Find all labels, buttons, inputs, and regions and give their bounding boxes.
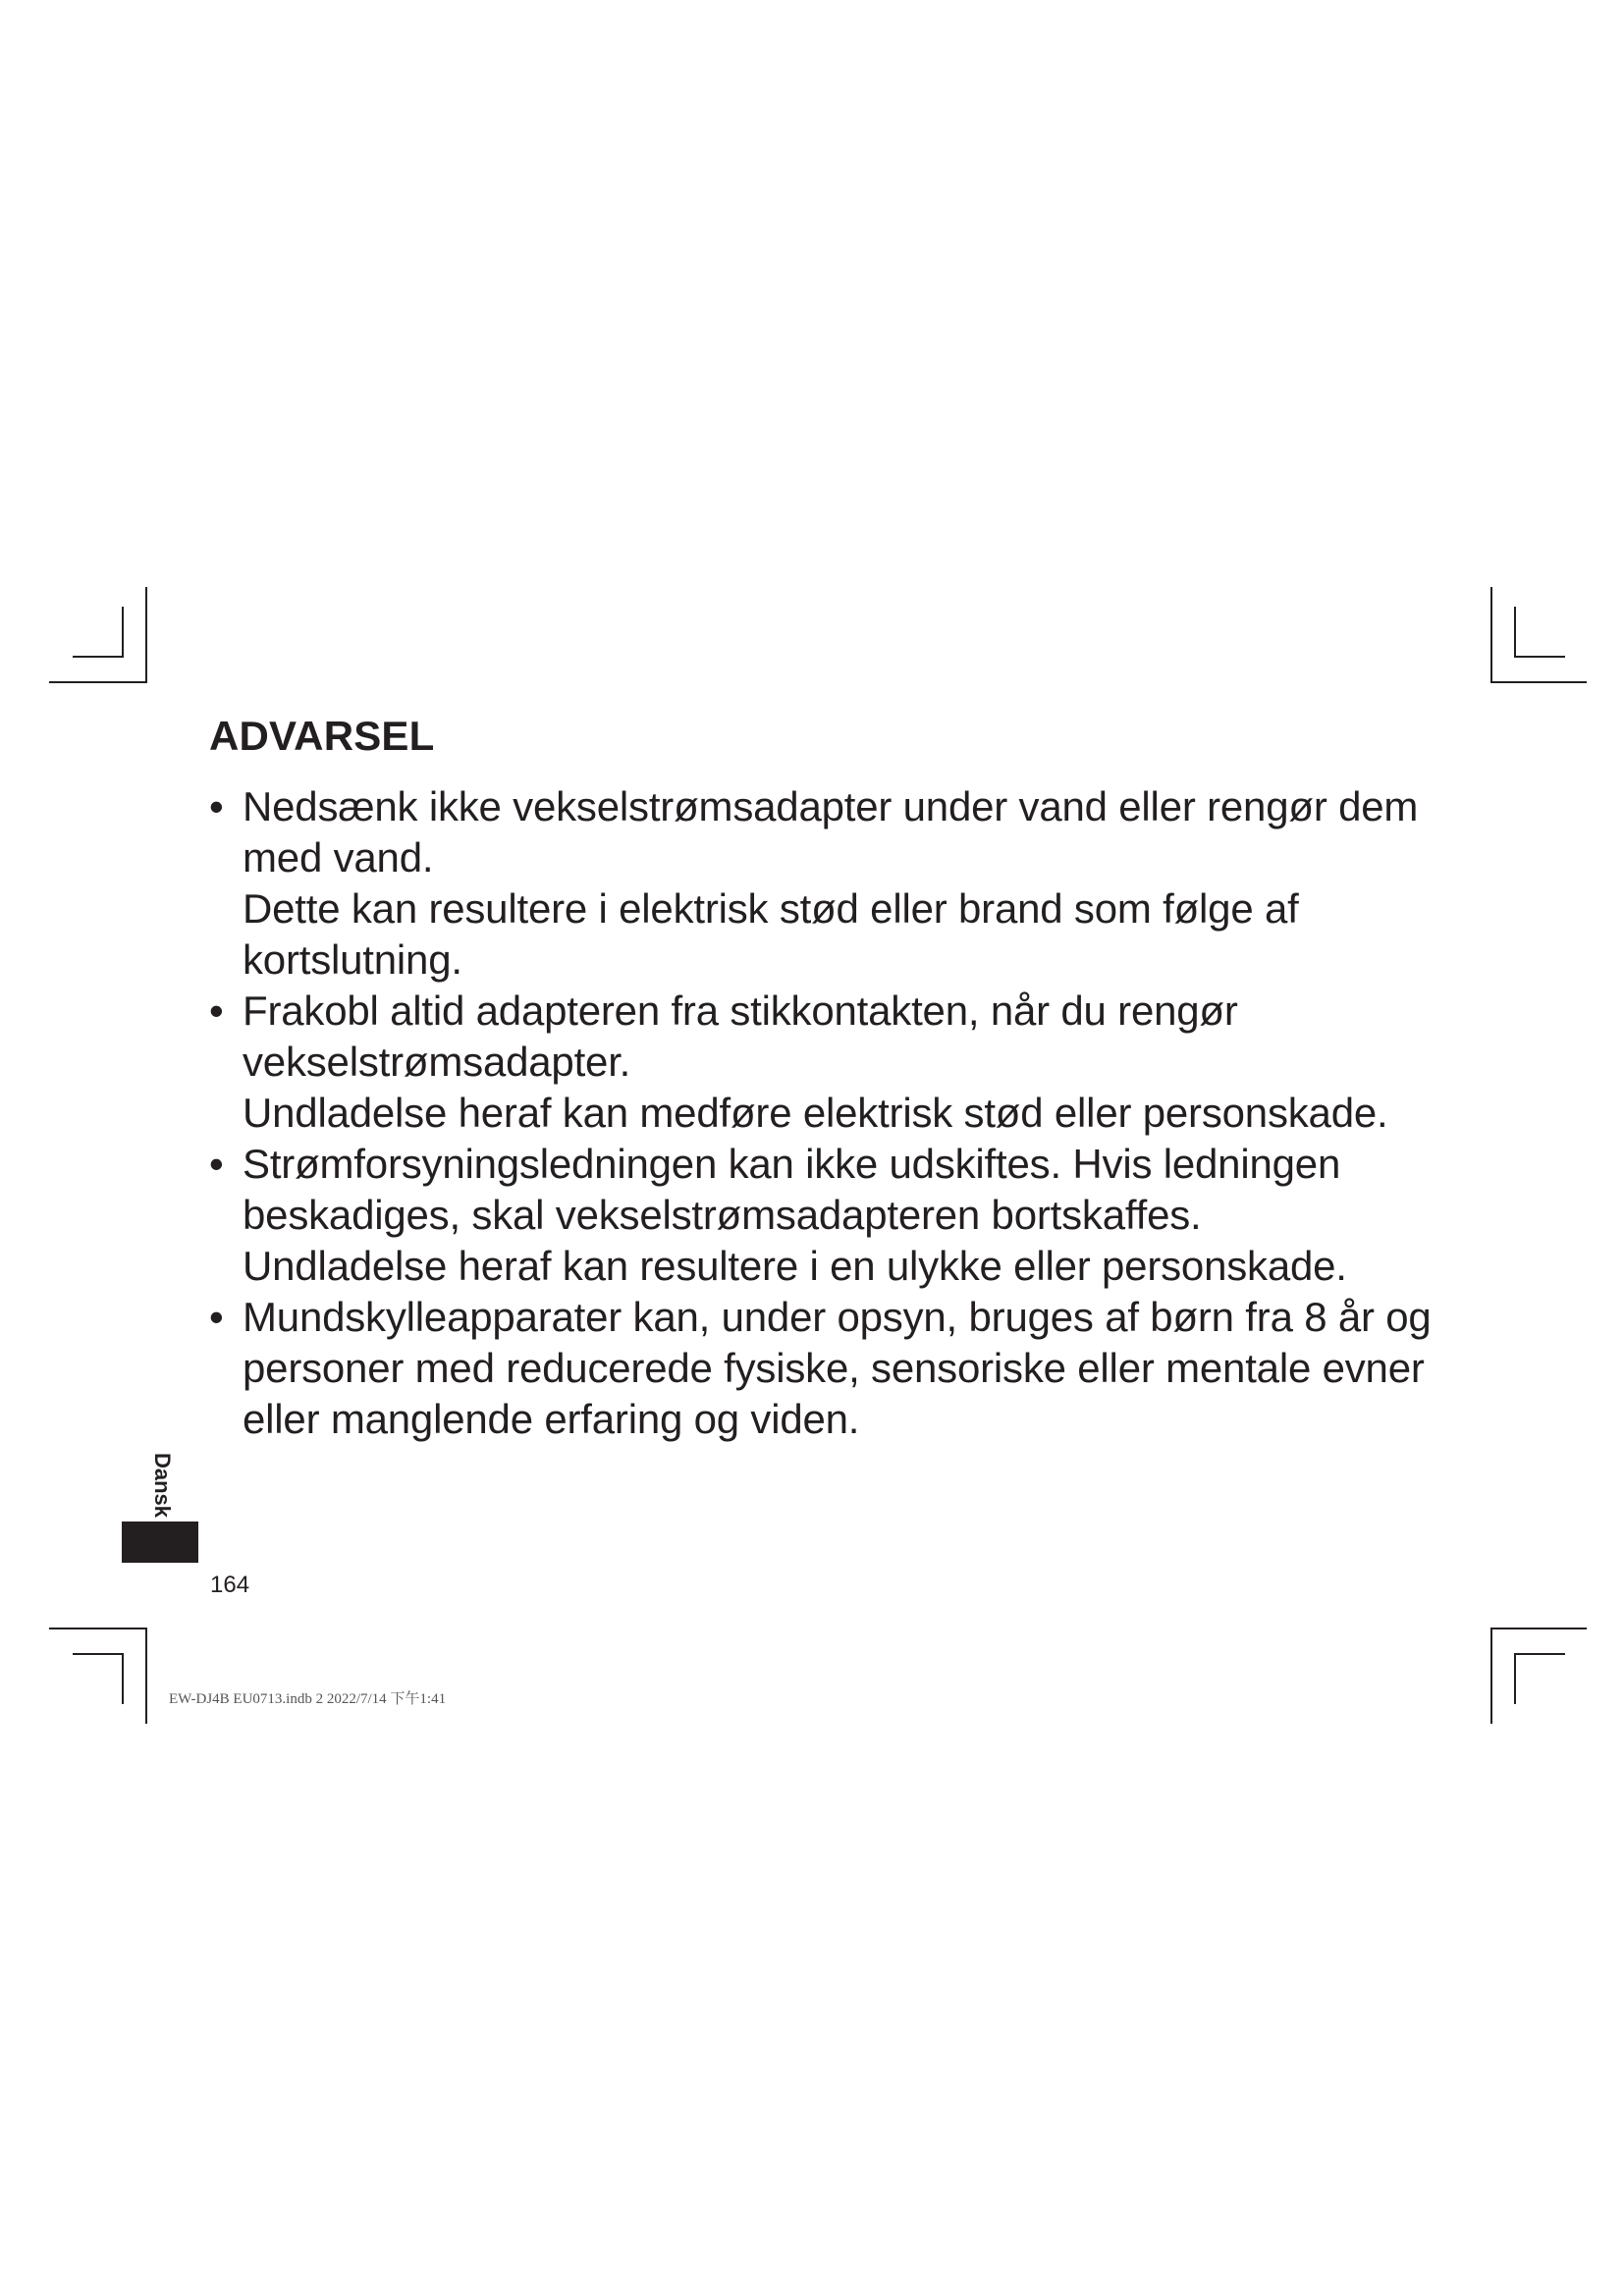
warning-item [209,781,1486,986]
warning-text: Strømforsyningsledningen kan ikke udskiftes. Hvis ledningen beskadiges, skal vekselstrømsadapteren bortskaffes. [243,1141,1341,1238]
page-title: ADVARSEL [209,713,435,759]
warning-consequence: Undladelse heraf kan medføre elektrisk stød eller personskade. [243,1090,1388,1136]
warning-section [209,713,1486,1445]
crop-mark-top-left-horizontal [49,681,145,683]
print-slug: EW-DJ4B EU0713.indb 2 2022/7/14 下午1:41 [169,1691,447,1707]
crop-mark-bottom-right-horizontal [1490,1628,1587,1629]
crop-mark-bottom-left-trim-vertical [122,1653,124,1704]
warning-consequence: Undladelse heraf kan resultere i en ulykke eller personskade. [243,1243,1347,1289]
crop-mark-top-right-trim-horizontal [1514,656,1565,658]
crop-mark-bottom-right-trim-horizontal [1514,1653,1565,1655]
language-label: Dansk [150,1453,175,1519]
crop-mark-top-left-trim-horizontal [73,656,124,658]
warning-text: Frakobl altid adapteren fra stikkontakten, når du rengør vekselstrømsadapter. [243,988,1238,1085]
bullet-icon: • [209,988,224,1034]
bullet-icon: • [209,783,224,829]
warning-item [209,1139,1486,1292]
crop-mark-top-right-horizontal [1490,681,1587,683]
language-tab-marker [122,1522,198,1563]
crop-mark-top-right-vertical [1490,587,1492,683]
warning-consequence: Dette kan resultere i elektrisk stød eller brand som følge af kortslutning. [243,885,1299,983]
crop-mark-bottom-left-horizontal [49,1628,145,1629]
crop-mark-bottom-left-trim-horizontal [73,1653,124,1655]
warning-list [209,781,1486,1445]
crop-mark-bottom-right-vertical [1490,1628,1492,1724]
crop-mark-bottom-right-trim-vertical [1514,1653,1516,1704]
bullet-icon: • [209,1141,224,1187]
page-number: 164 [210,1572,250,1598]
crop-mark-top-left-trim-vertical [122,607,124,658]
crop-mark-top-right-trim-vertical [1514,607,1516,658]
warning-text: Mundskylleapparater kan, under opsyn, bruges af børn fra 8 år og personer med reducerede fysiske, sensoriske eller mentale evner eller manglende erfaring og viden. [243,1294,1432,1442]
warning-item [209,986,1486,1139]
warning-item [209,1292,1486,1445]
bullet-icon: • [209,1294,224,1340]
warning-text: Nedsænk ikke vekselstrømsadapter under vand eller rengør dem med vand. [243,783,1419,881]
crop-mark-bottom-left-vertical [145,1628,147,1724]
crop-mark-top-left-vertical [145,587,147,683]
